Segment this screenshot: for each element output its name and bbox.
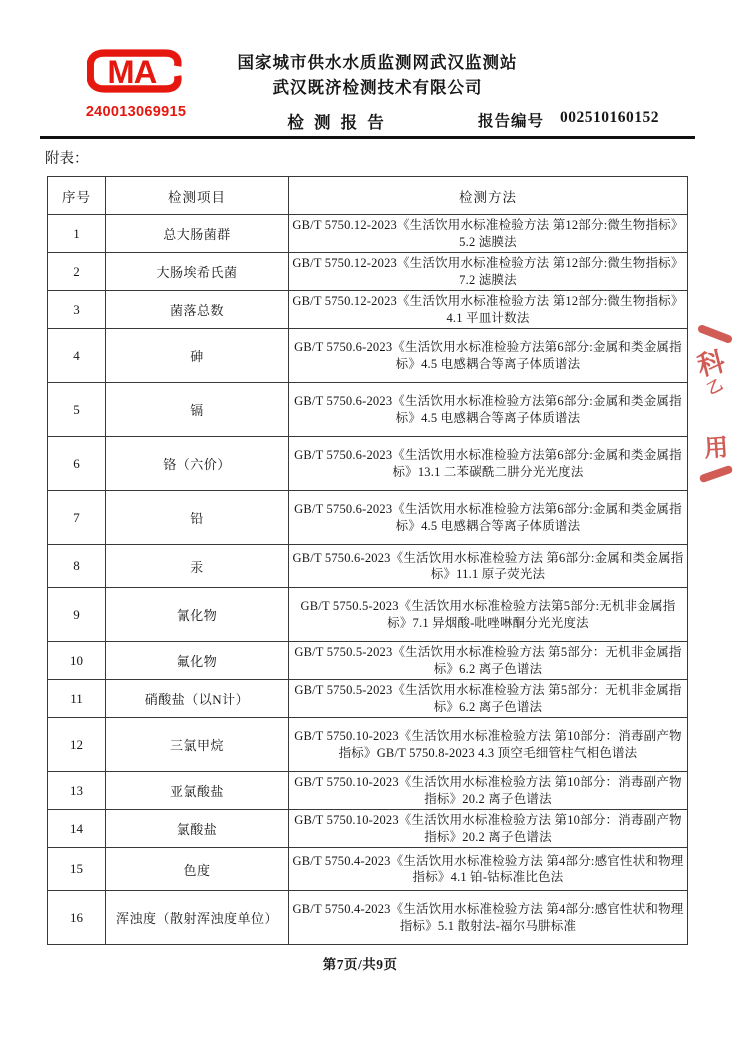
org-name-line1: 国家城市供水水质监测网武汉监测站 bbox=[237, 53, 518, 72]
table-row bbox=[48, 437, 688, 491]
row-test-item: 氯酸盐 bbox=[106, 810, 289, 848]
seal-border-arc-top bbox=[697, 324, 733, 344]
row-seq-number: 5 bbox=[48, 383, 106, 437]
row-test-method: GB/T 5750.6-2023《生活饮用水标准检验方法 第6部分:金属和类金属指标》11.1 原子荧光法 bbox=[289, 545, 688, 588]
table-row bbox=[48, 215, 688, 253]
col-header-item: 检测项目 bbox=[106, 177, 289, 215]
cma-ma-letters: MA bbox=[107, 53, 157, 91]
table-row bbox=[48, 291, 688, 329]
row-test-method: GB/T 5750.6-2023《生活饮用水标准检验方法第6部分:金属和类金属指标》4.5 电感耦合等离子体质谱法 bbox=[289, 383, 688, 437]
table-row bbox=[48, 810, 688, 848]
row-test-item: 大肠埃希氏菌 bbox=[106, 253, 289, 291]
row-test-item: 三氯甲烷 bbox=[106, 718, 289, 772]
row-seq-number: 11 bbox=[48, 680, 106, 718]
report-no-value: 002510160152 bbox=[560, 109, 659, 126]
report-title: 检 测 报 告 bbox=[287, 113, 387, 132]
row-seq-number: 1 bbox=[48, 215, 106, 253]
row-seq-number: 9 bbox=[48, 588, 106, 642]
table-header-row bbox=[48, 177, 688, 215]
table-row bbox=[48, 545, 688, 588]
table-row bbox=[48, 680, 688, 718]
row-test-item: 亚氯酸盐 bbox=[106, 772, 289, 810]
row-test-method: GB/T 5750.12-2023《生活饮用水标准检验方法 第12部分:微生物指标》5.2 滤膜法 bbox=[289, 215, 688, 253]
page-number: 第7页/共9页 bbox=[322, 957, 398, 972]
row-test-method: GB/T 5750.4-2023《生活饮用水标准检验方法 第4部分:感官性状和物理指标》5.1 散射法-福尔马肼标准 bbox=[289, 891, 688, 945]
row-seq-number: 3 bbox=[48, 291, 106, 329]
row-test-item: 氰化物 bbox=[106, 588, 289, 642]
row-seq-number: 16 bbox=[48, 891, 106, 945]
row-test-item: 色度 bbox=[106, 848, 289, 891]
table-row bbox=[48, 718, 688, 772]
row-test-method: GB/T 5750.5-2023《生活饮用水标准检验方法 第5部分：无机非金属指标》6.2 离子色谱法 bbox=[289, 680, 688, 718]
row-seq-number: 6 bbox=[48, 437, 106, 491]
row-test-method: GB/T 5750.5-2023《生活饮用水标准检验方法 第5部分：无机非金属指标》6.2 离子色谱法 bbox=[289, 642, 688, 680]
methods-table bbox=[47, 176, 688, 945]
row-test-method: GB/T 5750.10-2023《生活饮用水标准检验方法 第10部分：消毒副产物指标》GB/T 5750.8-2023 4.3 顶空毛细管柱气相色谱法 bbox=[289, 718, 688, 772]
row-seq-number: 7 bbox=[48, 491, 106, 545]
row-seq-number: 12 bbox=[48, 718, 106, 772]
row-test-item: 镉 bbox=[106, 383, 289, 437]
row-seq-number: 13 bbox=[48, 772, 106, 810]
attachment-label: 附表： bbox=[45, 151, 89, 167]
row-seq-number: 8 bbox=[48, 545, 106, 588]
col-header-seq: 序号 bbox=[48, 177, 106, 215]
seal-char-bottom: 用 bbox=[703, 435, 730, 463]
row-test-method: GB/T 5750.12-2023《生活饮用水标准检验方法 第12部分:微生物指标》7.2 滤膜法 bbox=[289, 253, 688, 291]
row-test-method: GB/T 5750.10-2023《生活饮用水标准检验方法 第10部分：消毒副产物指标》20.2 离子色谱法 bbox=[289, 810, 688, 848]
methods-table-wrap bbox=[47, 176, 688, 945]
row-test-method: GB/T 5750.6-2023《生活饮用水标准检验方法第6部分:金属和类金属指标》4.5 电感耦合等离子体质谱法 bbox=[289, 329, 688, 383]
seal-char-mid: 乙 bbox=[704, 377, 726, 399]
row-seq-number: 10 bbox=[48, 642, 106, 680]
row-test-method: GB/T 5750.6-2023《生活饮用水标准检验方法第6部分:金属和类金属指标》4.5 电感耦合等离子体质谱法 bbox=[289, 491, 688, 545]
row-test-item: 氟化物 bbox=[106, 642, 289, 680]
title-row bbox=[0, 109, 735, 133]
row-test-item: 铬（六价） bbox=[106, 437, 289, 491]
row-test-item: 铅 bbox=[106, 491, 289, 545]
table-row bbox=[48, 642, 688, 680]
red-seal-fragment bbox=[691, 320, 735, 492]
row-test-item: 硝酸盐（以N计） bbox=[106, 680, 289, 718]
table-row bbox=[48, 383, 688, 437]
table-row bbox=[48, 891, 688, 945]
row-test-method: GB/T 5750.10-2023《生活饮用水标准检验方法 第10部分：消毒副产物指标》20.2 离子色谱法 bbox=[289, 772, 688, 810]
table-row bbox=[48, 848, 688, 891]
table-row bbox=[48, 491, 688, 545]
cma-number: 240013069915 bbox=[85, 104, 187, 120]
row-test-method: GB/T 5750.6-2023《生活饮用水标准检验方法第6部分:金属和类金属指标》13.1 二苯碳酰二肼分光光度法 bbox=[289, 437, 688, 491]
seal-border-arc-bottom bbox=[699, 465, 734, 484]
row-test-item: 砷 bbox=[106, 329, 289, 383]
table-row bbox=[48, 253, 688, 291]
org-name-line2: 武汉既济检测技术有限公司 bbox=[272, 78, 483, 97]
row-test-method: GB/T 5750.4-2023《生活饮用水标准检验方法 第4部分:感官性状和物理指标》4.1 铂-钴标准比色法 bbox=[289, 848, 688, 891]
table-row bbox=[48, 588, 688, 642]
org-names bbox=[60, 50, 695, 100]
col-header-method: 检测方法 bbox=[289, 177, 688, 215]
row-seq-number: 4 bbox=[48, 329, 106, 383]
row-test-method: GB/T 5750.12-2023《生活饮用水标准检验方法 第12部分:微生物指标》4.1 平皿计数法 bbox=[289, 291, 688, 329]
row-test-item: 菌落总数 bbox=[106, 291, 289, 329]
row-test-item: 总大肠菌群 bbox=[106, 215, 289, 253]
row-test-item: 浑浊度（散射浑浊度单位） bbox=[106, 891, 289, 945]
table-row bbox=[48, 329, 688, 383]
row-test-item: 汞 bbox=[106, 545, 289, 588]
table-body bbox=[48, 215, 688, 945]
row-test-method: GB/T 5750.5-2023《生活饮用水标准检验方法第5部分:无机非金属指标》7.1 异烟酸-吡唑啉酮分光光度法 bbox=[289, 588, 688, 642]
header-divider bbox=[40, 136, 695, 139]
report-no-label: 报告编号 bbox=[478, 113, 545, 130]
seal-char-top: 科 bbox=[694, 346, 728, 382]
row-seq-number: 2 bbox=[48, 253, 106, 291]
row-seq-number: 15 bbox=[48, 848, 106, 891]
row-seq-number: 14 bbox=[48, 810, 106, 848]
table-row bbox=[48, 772, 688, 810]
